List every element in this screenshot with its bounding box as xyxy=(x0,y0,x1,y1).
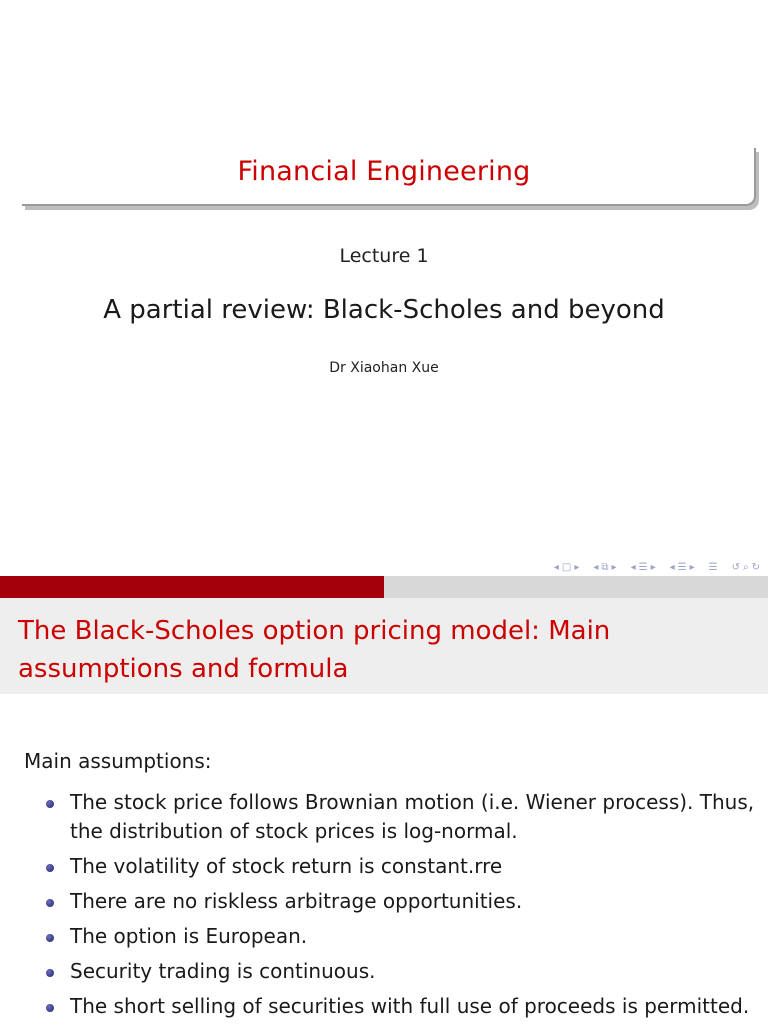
list-item-text: The short selling of securities with full use of proceeds is permitted. xyxy=(70,994,750,1018)
bullet-icon xyxy=(46,899,54,907)
lecture-number: Lecture 1 xyxy=(339,245,429,267)
list-item xyxy=(44,852,756,881)
redo-icon[interactable]: ↻ xyxy=(751,561,760,573)
section-icon[interactable]: ☰ xyxy=(638,561,648,573)
nav-left-arrow-icon[interactable]: ◂ xyxy=(553,561,559,573)
section-icon[interactable]: ☰ xyxy=(677,561,687,573)
bullet-icon xyxy=(46,800,54,808)
lecture-subtitle: A partial review: Black-Scholes and beyond xyxy=(103,295,665,325)
subsection-icon[interactable]: ⧉ xyxy=(601,561,609,573)
nav-left-arrow-icon[interactable]: ◂ xyxy=(630,561,636,573)
list-item xyxy=(44,788,756,846)
assumption-list xyxy=(44,788,756,1027)
section-nav xyxy=(631,562,656,573)
nav-right-arrow-icon[interactable]: ▸ xyxy=(574,561,580,573)
bullet-icon xyxy=(46,1004,54,1012)
undo-icon[interactable]: ↺ xyxy=(731,561,740,573)
list-item xyxy=(44,992,756,1021)
list-item xyxy=(44,887,756,916)
nav-left-arrow-icon[interactable]: ◂ xyxy=(593,561,599,573)
bullet-icon xyxy=(46,864,54,872)
list-item xyxy=(44,957,756,986)
outline-nav xyxy=(709,562,718,573)
nav-left-arrow-icon[interactable]: ◂ xyxy=(669,561,675,573)
subsection-nav xyxy=(593,562,616,573)
nav-right-arrow-icon[interactable]: ▸ xyxy=(611,561,617,573)
search-icon[interactable]: ⌕ xyxy=(743,561,749,573)
list-item-text: The stock price follows Brownian motion (i.e. Wiener process). Thus, the distribution of stock prices is log-normal. xyxy=(70,790,755,843)
progress-bar xyxy=(0,576,768,598)
progress-bar-fill xyxy=(0,576,384,598)
list-item-text: The volatility of stock return is constant.rre xyxy=(70,854,503,878)
subsubsection-nav xyxy=(670,562,695,573)
frame-nav xyxy=(554,562,580,573)
list-item xyxy=(44,922,756,951)
nav-right-arrow-icon[interactable]: ▸ xyxy=(650,561,656,573)
nav-right-arrow-icon[interactable]: ▸ xyxy=(689,561,695,573)
bullet-icon xyxy=(46,969,54,977)
frame-icon[interactable]: □ xyxy=(561,561,572,573)
presentation-title: Financial Engineering xyxy=(237,156,531,187)
list-item-text: Security trading is continuous. xyxy=(70,959,376,983)
search-nav xyxy=(732,562,760,573)
list-item-text: There are no riskless arbitrage opportunities. xyxy=(70,889,523,913)
author-name: Dr Xiaohan Xue xyxy=(329,360,439,376)
list-item-text: The option is European. xyxy=(70,924,308,948)
beamer-navigation-bar xyxy=(546,560,760,574)
frame-title: The Black-Scholes option pricing model: Main assumptions and formula xyxy=(18,616,611,684)
outline-icon[interactable]: ☰ xyxy=(708,561,718,573)
section-label: Main assumptions: xyxy=(24,749,212,773)
bullet-icon xyxy=(46,934,54,942)
